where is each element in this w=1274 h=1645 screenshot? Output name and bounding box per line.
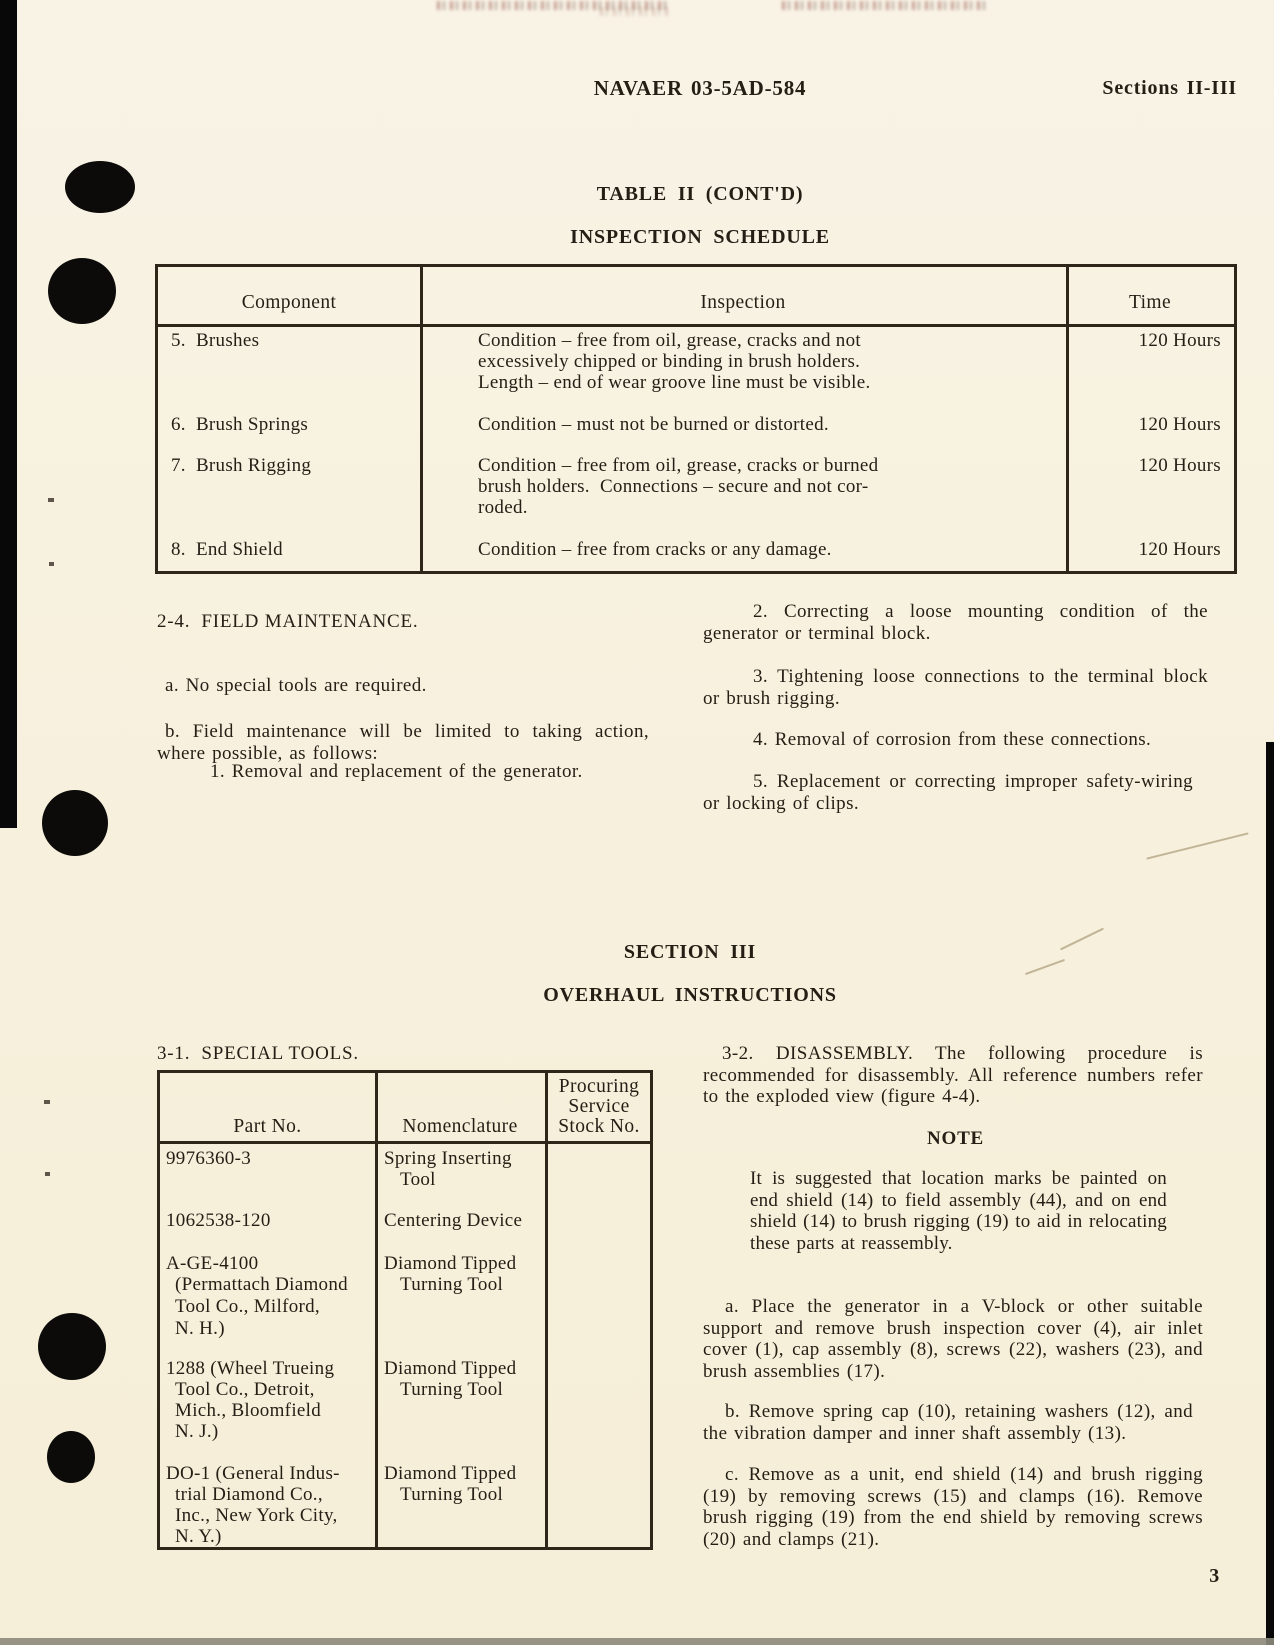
- part-no-line: (Permattach Diamond: [175, 1274, 348, 1295]
- row-inspection-line: Condition – free from cracks or any damage.: [478, 539, 832, 560]
- special-tools-heading: 3-1. SPECIAL TOOLS.: [157, 1043, 359, 1064]
- note-label: NOTE: [926, 1128, 985, 1149]
- sections-label: Sections II-III: [1102, 77, 1237, 99]
- page-number: 3: [1209, 1565, 1220, 1587]
- nomenclature-line: Turning Tool: [400, 1484, 504, 1505]
- scan-edge-right: [1266, 742, 1274, 1645]
- row-component: 7. Brush Rigging: [171, 455, 312, 476]
- row-component: 5. Brushes: [171, 330, 260, 351]
- part-no-line: Mich., Bloomfield: [175, 1400, 322, 1421]
- field-maintenance-heading: 2-4. FIELD MAINTENANCE.: [157, 611, 419, 632]
- column-header-stock-no-line: Service: [568, 1096, 630, 1117]
- scan-artifact-smudge: [600, 7, 670, 16]
- disassembly-para-c: c. Remove as a unit, end shield (14) and brush rigging (19) by removing screws (15) and clamps (16). Remove brush rigging (19) from the end shield by removing screws (20) and clamps (21).: [703, 1464, 1203, 1550]
- field-maintenance-item-4: 4. Removal of corrosion from these connections.: [753, 729, 1152, 750]
- nomenclature-line: Turning Tool: [400, 1274, 504, 1295]
- scan-edge-bottom: [0, 1638, 1274, 1645]
- table-header-divider: [158, 324, 1234, 327]
- part-no-line: N. Y.): [175, 1526, 222, 1547]
- row-inspection-line: Condition – free from oil, grease, cracks and not: [478, 330, 861, 351]
- column-header-component: Component: [241, 292, 337, 313]
- part-no-line: A-GE-4100: [166, 1253, 259, 1274]
- note-text: It is suggested that location marks be painted on end shield (14) to field assembly (44), and on end shield (14) to brush rigging (19) to aid in relocating these parts at reassembly.: [750, 1168, 1167, 1254]
- nomenclature-line: Tool: [400, 1169, 436, 1190]
- row-component: 8. End Shield: [171, 539, 283, 560]
- column-header-stock-no-line: Stock No.: [558, 1116, 640, 1137]
- row-inspection-line: brush holders. Connections – secure and not cor-: [478, 476, 869, 497]
- doc-number: NAVAER 03-5AD-584: [593, 76, 807, 100]
- nomenclature-line: Spring Inserting: [384, 1148, 512, 1169]
- table2-subtitle: INSPECTION SCHEDULE: [570, 226, 830, 248]
- hole-punch-mark: [38, 1313, 106, 1380]
- section3-heading: SECTION III: [623, 941, 757, 963]
- part-no-line: DO-1 (General Indus-: [166, 1463, 340, 1484]
- table2-title: TABLE II (CONT'D): [596, 183, 804, 205]
- part-no-line: N. H.): [175, 1318, 225, 1339]
- nomenclature-line: Diamond Tipped: [384, 1358, 517, 1379]
- row-inspection-line: roded.: [478, 497, 528, 518]
- special-tools-table: [157, 1070, 653, 1550]
- field-maintenance-para-b: b. Field maintenance will be limited to taking action, where possible, as follows:: [157, 721, 649, 764]
- column-header-inspection: Inspection: [700, 292, 786, 313]
- table-divider: [545, 1073, 548, 1547]
- column-header-stock-no-line: Procuring: [558, 1076, 640, 1097]
- column-header-part-no: Part No.: [233, 1116, 302, 1137]
- disassembly-para-b: b. Remove spring cap (10), retaining washers (12), and the vibration damper and inner shaft assembly (13).: [703, 1401, 1193, 1444]
- part-no-line: Tool Co., Milford,: [175, 1296, 320, 1317]
- row-inspection-line: Length – end of wear groove line must be visible.: [478, 372, 871, 393]
- column-header-nomenclature: Nomenclature: [402, 1116, 518, 1137]
- part-no-line: 1062538-120: [166, 1210, 271, 1231]
- scan-artifact-smudge: [782, 1, 987, 10]
- pencil-scratch: [1060, 928, 1104, 951]
- field-maintenance-item-5: 5. Replacement or correcting improper safety-wiring or locking of clips.: [703, 771, 1193, 814]
- row-time: 120 Hours: [1138, 539, 1221, 560]
- hole-punch-mark: [47, 1431, 95, 1483]
- row-time: 120 Hours: [1138, 330, 1221, 351]
- disassembly-intro: 3-2. DISASSEMBLY. The following procedure is recommended for disassembly. All reference numbers refer to the exploded view (figure 4-4).: [703, 1043, 1203, 1107]
- row-inspection-line: excessively chipped or binding in brush holders.: [478, 351, 861, 372]
- column-header-time: Time: [1128, 292, 1172, 313]
- part-no-line: trial Diamond Co.,: [175, 1484, 323, 1505]
- hole-punch-mark: [42, 790, 108, 856]
- part-no-line: Tool Co., Detroit,: [175, 1379, 315, 1400]
- field-maintenance-item-2: 2. Correcting a loose mounting condition of the generator or terminal block.: [703, 601, 1208, 644]
- row-inspection-line: Condition – must not be burned or distorted.: [478, 414, 829, 435]
- inspection-table: [155, 264, 1237, 574]
- nomenclature-line: Turning Tool: [400, 1379, 504, 1400]
- part-no-line: N. J.): [175, 1421, 219, 1442]
- field-maintenance-para-a: a. No special tools are required.: [165, 675, 427, 696]
- section3-subheading: OVERHAUL INSTRUCTIONS: [543, 984, 837, 1006]
- field-maintenance-item-3: 3. Tightening loose connections to the terminal block or brush rigging.: [703, 666, 1208, 709]
- scan-edge-left: [0, 0, 17, 828]
- row-inspection-line: Condition – free from oil, grease, cracks or burned: [478, 455, 879, 476]
- hole-punch-mark: [48, 258, 116, 324]
- part-no-line: 9976360-3: [166, 1148, 252, 1169]
- nomenclature-line: Centering Device: [384, 1210, 523, 1231]
- margin-tick: [44, 1100, 50, 1104]
- nomenclature-line: Diamond Tipped: [384, 1463, 517, 1484]
- nomenclature-line: Diamond Tipped: [384, 1253, 517, 1274]
- disassembly-para-a: a. Place the generator in a V-block or other suitable support and remove brush inspection cover (4), air inlet cover (1), cap assembly (8), screws (22), washers (23), and brush assemblies (17).: [703, 1296, 1203, 1382]
- hole-punch-mark: [65, 161, 135, 213]
- row-time: 120 Hours: [1138, 414, 1221, 435]
- part-no-line: Inc., New York City,: [175, 1505, 338, 1526]
- table-divider: [375, 1073, 378, 1547]
- part-no-line: 1288 (Wheel Trueing: [166, 1358, 335, 1379]
- margin-tick: [48, 498, 54, 502]
- pencil-scratch: [1025, 959, 1065, 975]
- row-time: 120 Hours: [1138, 455, 1221, 476]
- field-maintenance-item-1: 1. Removal and replacement of the generator.: [210, 761, 583, 782]
- margin-tick: [49, 562, 54, 566]
- margin-tick: [45, 1172, 50, 1176]
- row-component: 6. Brush Springs: [171, 414, 309, 435]
- table-header-divider: [160, 1141, 650, 1144]
- pencil-scratch: [1146, 832, 1248, 859]
